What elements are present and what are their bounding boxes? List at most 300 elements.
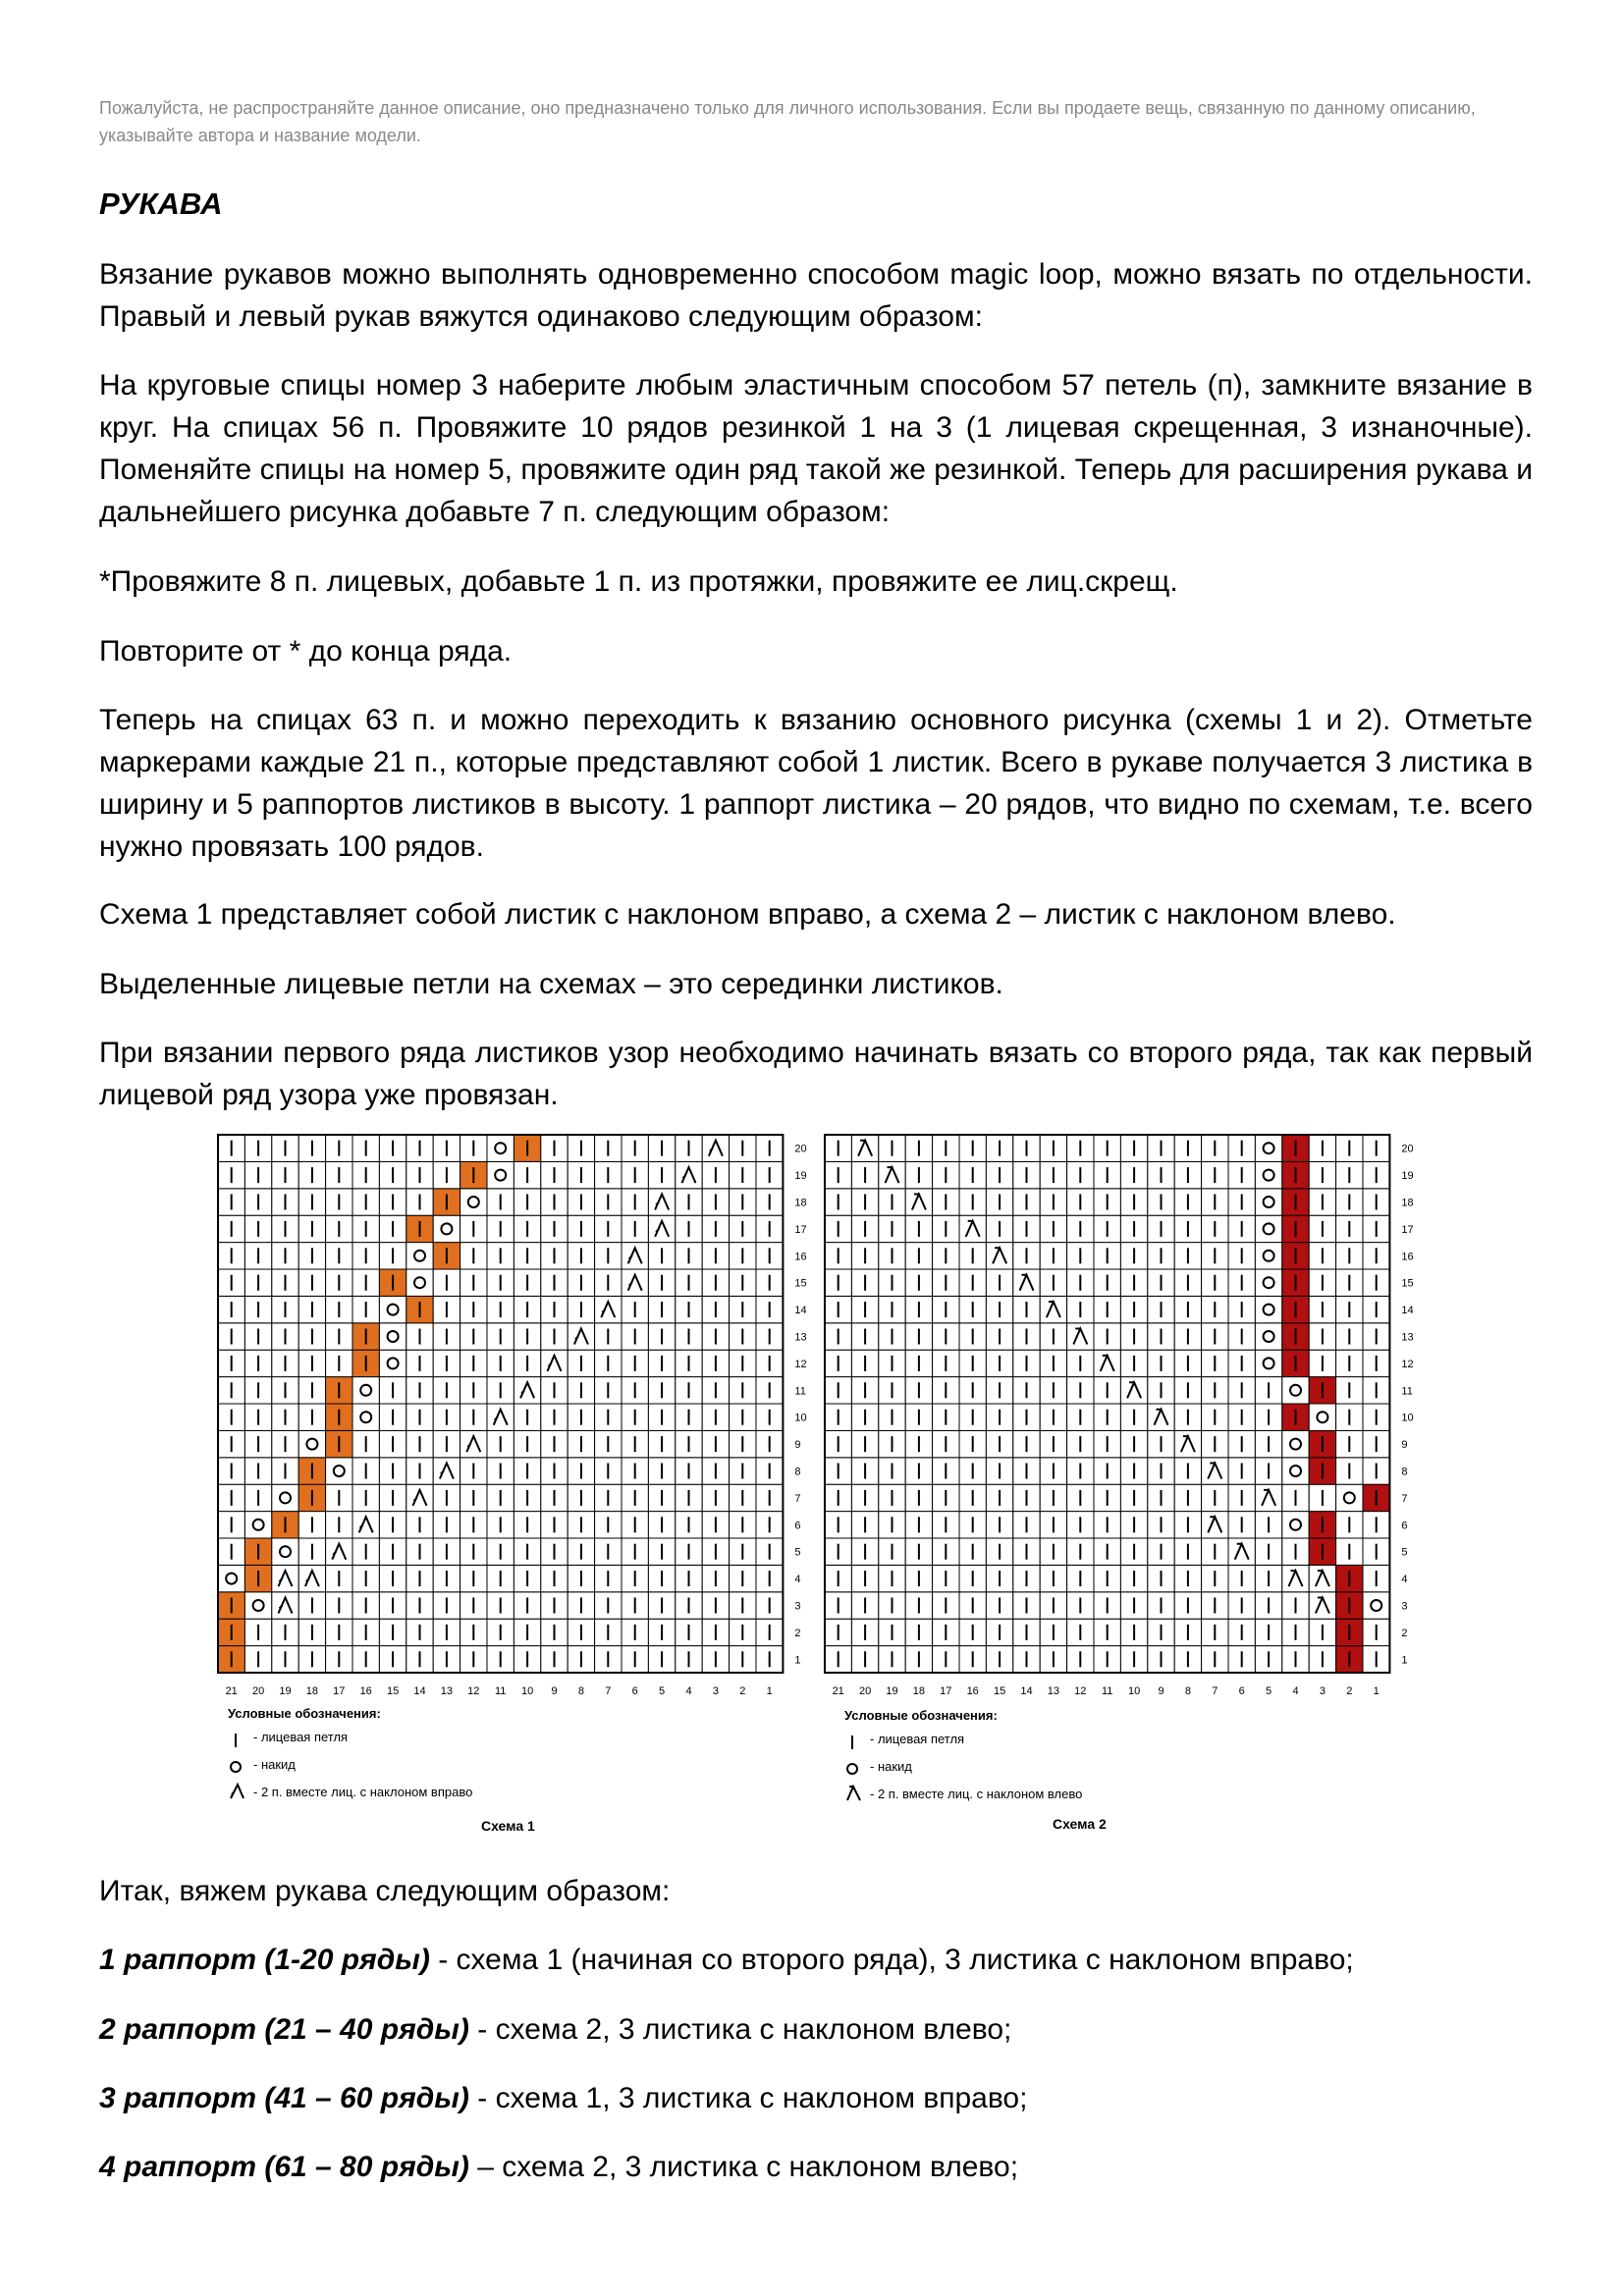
chart-cell	[1040, 1243, 1066, 1269]
legend-symbols	[846, 1732, 866, 1810]
chart-cell	[905, 1646, 932, 1673]
chart-cell	[1120, 1323, 1147, 1350]
chart-cell	[487, 1565, 514, 1591]
chart-cell	[1228, 1404, 1255, 1430]
chart-cell	[460, 1323, 487, 1350]
chart-cell	[326, 1243, 352, 1269]
chart-cell	[433, 1323, 460, 1350]
cell-box	[1255, 1243, 1281, 1269]
chart-cell	[514, 1565, 540, 1591]
chart-cell	[851, 1512, 878, 1538]
chart-cell	[1148, 1512, 1174, 1538]
chart-cell	[648, 1565, 675, 1591]
chart-cell	[379, 1484, 406, 1511]
chart-cell	[1363, 1646, 1389, 1673]
chart-cell	[1148, 1404, 1174, 1430]
chart-cell	[702, 1323, 729, 1350]
chart-cell	[487, 1619, 514, 1645]
chart-cell	[244, 1430, 271, 1457]
chart-scheme-1	[214, 1131, 813, 1847]
chart-cell	[825, 1296, 851, 1322]
chart-cell	[676, 1404, 702, 1430]
chart-cell	[933, 1269, 959, 1296]
chart-cell	[406, 1565, 433, 1591]
chart-cell	[218, 1189, 244, 1215]
column-label: 7	[605, 1685, 612, 1697]
chart-cell	[514, 1646, 540, 1673]
chart-cell	[1336, 1458, 1363, 1484]
chart-cell	[218, 1538, 244, 1565]
chart-cell	[514, 1243, 540, 1269]
chart-cell	[568, 1538, 594, 1565]
chart-cell	[379, 1404, 406, 1430]
chart-cell	[326, 1215, 352, 1242]
chart-cell	[1013, 1296, 1040, 1322]
cell-box	[1336, 1484, 1363, 1511]
chart-cell	[272, 1269, 298, 1296]
paragraph-5: Теперь на спицах 63 п. и можно переходить к вязанию основного рисунка (схемы 1 и 2). Отметьте маркерами каждые 21 п., которые представляют собой 1 листик. Всего в рукаве получается 3 листика в ширину и 5 раппортов листиков в высоту. 1 раппорт листика – 20 рядов, что видно по схемам, т.е. всего нужно провязать 100 рядов.	[99, 704, 1533, 863]
chart-cell	[272, 1215, 298, 1242]
cell-box	[406, 1243, 433, 1269]
chart-cell	[433, 1243, 460, 1269]
chart-cell	[1013, 1269, 1040, 1296]
chart-cell	[298, 1458, 325, 1484]
chart-cell	[244, 1215, 271, 1242]
chart-cell	[1309, 1323, 1335, 1350]
column-label: 19	[886, 1685, 898, 1697]
cell-box	[1255, 1350, 1281, 1376]
chart-cell	[460, 1215, 487, 1242]
chart-cell	[1309, 1296, 1335, 1322]
chart-cell	[825, 1350, 851, 1376]
chart-cell	[879, 1243, 905, 1269]
chart-cell	[1174, 1646, 1201, 1673]
chart-cell	[986, 1215, 1012, 1242]
chart-cell	[702, 1243, 729, 1269]
chart-cell	[730, 1269, 756, 1296]
chart-cell	[218, 1484, 244, 1511]
chart-cell	[1040, 1350, 1066, 1376]
chart-cell	[1148, 1350, 1174, 1376]
row-label: 6	[1401, 1520, 1408, 1532]
chart-cell	[1336, 1404, 1363, 1430]
chart-cell	[433, 1430, 460, 1457]
chart-cell	[1174, 1430, 1201, 1457]
chart-cell	[756, 1323, 783, 1350]
chart-cell	[986, 1350, 1012, 1376]
chart-cell	[1363, 1323, 1389, 1350]
chart-cell	[1363, 1619, 1389, 1645]
rapport-3-text: - схема 1, 3 листика с наклоном вправо;	[468, 2082, 1028, 2114]
chart-cell	[1282, 1243, 1309, 1269]
chart-cell	[460, 1135, 487, 1161]
chart-cell	[756, 1161, 783, 1188]
chart-cell	[1040, 1215, 1066, 1242]
row-label: 9	[1401, 1439, 1408, 1452]
chart-cell	[568, 1512, 594, 1538]
chart-cell	[1094, 1135, 1120, 1161]
chart-cell	[460, 1161, 487, 1188]
cell-box	[272, 1484, 298, 1511]
cell-box	[244, 1512, 271, 1538]
chart-cell	[1067, 1404, 1094, 1430]
chart-cell	[825, 1592, 851, 1619]
chart-cell	[568, 1269, 594, 1296]
chart-cell	[905, 1430, 932, 1457]
chart-cell	[568, 1484, 594, 1511]
row-label: 8	[794, 1466, 801, 1478]
chart-cell	[433, 1538, 460, 1565]
chart-cell	[218, 1646, 244, 1673]
chart-cell	[541, 1377, 568, 1404]
chart-cell	[487, 1377, 514, 1404]
chart-cell	[379, 1619, 406, 1645]
chart-cell	[568, 1323, 594, 1350]
chart-cell	[568, 1592, 594, 1619]
chart-cell	[379, 1430, 406, 1457]
chart-cell	[1363, 1592, 1389, 1619]
chart-cell	[1228, 1646, 1255, 1673]
chart-cell	[595, 1296, 622, 1322]
chart-cell	[1040, 1565, 1066, 1591]
chart-cell	[218, 1350, 244, 1376]
chart-cell	[406, 1243, 433, 1269]
cell-box	[326, 1458, 352, 1484]
chart-cell	[1202, 1404, 1228, 1430]
chart-cell	[1202, 1350, 1228, 1376]
chart-cell	[244, 1404, 271, 1430]
chart-cell	[622, 1592, 648, 1619]
chart-cell	[1282, 1161, 1309, 1188]
row-label: 14	[1401, 1305, 1414, 1317]
chart-cell	[1255, 1243, 1281, 1269]
chart-cell	[1094, 1377, 1120, 1404]
chart-cell	[244, 1646, 271, 1673]
chart-cell	[676, 1350, 702, 1376]
cell-box	[379, 1323, 406, 1350]
chart-cell	[541, 1484, 568, 1511]
chart-cell	[1282, 1189, 1309, 1215]
chart-cell	[1174, 1458, 1201, 1484]
row-label: 2	[794, 1627, 801, 1639]
chart-cell	[1336, 1377, 1363, 1404]
chart-cell	[352, 1538, 379, 1565]
chart-scheme-2	[821, 1131, 1420, 1847]
chart-cell	[298, 1296, 325, 1322]
chart-cell	[1309, 1592, 1335, 1619]
chart-cell	[702, 1592, 729, 1619]
chart-cell	[676, 1458, 702, 1484]
column-label: 17	[333, 1685, 346, 1697]
chart-cell	[1120, 1484, 1147, 1511]
chart-cell	[1228, 1243, 1255, 1269]
rapport-1	[99, 1939, 1533, 1981]
chart-cell	[1255, 1161, 1281, 1188]
cell-box	[1255, 1323, 1281, 1350]
chart-cell	[1040, 1430, 1066, 1457]
column-label: 14	[1020, 1685, 1033, 1697]
chart-cell	[1174, 1215, 1201, 1242]
column-label: 3	[712, 1685, 719, 1697]
chart-cell	[326, 1619, 352, 1645]
chart-cell	[986, 1484, 1012, 1511]
chart-cell	[460, 1484, 487, 1511]
chart-cell	[622, 1189, 648, 1215]
chart-cell	[648, 1484, 675, 1511]
chart-cell	[702, 1458, 729, 1484]
chart-cell	[460, 1269, 487, 1296]
chart-cell	[272, 1646, 298, 1673]
chart-cell	[272, 1619, 298, 1645]
chart-cell	[541, 1619, 568, 1645]
chart-cell	[1228, 1296, 1255, 1322]
row-label: 11	[794, 1385, 806, 1398]
chart-cell	[433, 1646, 460, 1673]
column-label: 13	[1047, 1685, 1060, 1697]
chart-cell	[622, 1161, 648, 1188]
copyright-notice: Пожалуйста, не распространяйте данное описание, оно предназначено только для личного использования. Если вы продаете вещь, связанную по данному описанию, указывайте автора и название модели.	[99, 98, 1476, 145]
chart-cell	[1067, 1458, 1094, 1484]
column-label: 19	[279, 1685, 292, 1697]
chart-cell	[1309, 1458, 1335, 1484]
chart-cell	[1202, 1619, 1228, 1645]
chart-cell	[1309, 1377, 1335, 1404]
chart-cell	[756, 1619, 783, 1645]
chart-cell	[244, 1512, 271, 1538]
chart-cell	[1067, 1296, 1094, 1322]
cell-box	[1255, 1269, 1281, 1296]
chart-cell	[905, 1215, 932, 1242]
chart-cell	[1174, 1619, 1201, 1645]
chart-cell	[1174, 1189, 1201, 1215]
chart-cell	[379, 1538, 406, 1565]
chart-cell	[851, 1323, 878, 1350]
row-label: 8	[1401, 1466, 1408, 1478]
legend-yo: - накид	[870, 1759, 912, 1774]
chart-cell	[541, 1161, 568, 1188]
chart-cell	[1363, 1161, 1389, 1188]
chart-cell	[1202, 1189, 1228, 1215]
cell-box	[1282, 1458, 1309, 1484]
chart-cell	[244, 1189, 271, 1215]
chart-cell	[272, 1135, 298, 1161]
chart-cell	[379, 1512, 406, 1538]
chart-cell	[1094, 1512, 1120, 1538]
chart-cell	[905, 1350, 932, 1376]
chart-cell	[933, 1296, 959, 1322]
row-label: 18	[1401, 1197, 1414, 1209]
chart-cell	[1120, 1646, 1147, 1673]
chart-cell	[1094, 1296, 1120, 1322]
chart-cell	[702, 1296, 729, 1322]
chart-cell	[622, 1404, 648, 1430]
chart-cell	[326, 1189, 352, 1215]
chart-cell	[487, 1215, 514, 1242]
chart-cell	[352, 1243, 379, 1269]
chart-cell	[1120, 1592, 1147, 1619]
chart-cell	[959, 1592, 986, 1619]
chart-cell	[1202, 1269, 1228, 1296]
ssk-icon	[847, 1787, 860, 1800]
chart-cell	[676, 1269, 702, 1296]
chart-cell	[676, 1189, 702, 1215]
chart-cell	[648, 1296, 675, 1322]
chart-cell	[379, 1458, 406, 1484]
chart-cell	[1255, 1512, 1281, 1538]
chart-cell	[1094, 1646, 1120, 1673]
chart-2-grid	[821, 1131, 1420, 1700]
chart-cell	[959, 1430, 986, 1457]
chart-cell	[595, 1377, 622, 1404]
chart-cell	[622, 1646, 648, 1673]
chart-cell	[379, 1646, 406, 1673]
chart-cell	[1120, 1215, 1147, 1242]
column-label: 21	[832, 1685, 844, 1697]
chart-cell	[595, 1512, 622, 1538]
chart-cell	[460, 1592, 487, 1619]
chart-cell	[756, 1404, 783, 1430]
chart-cell	[825, 1323, 851, 1350]
chart-cell	[272, 1484, 298, 1511]
chart-cell	[487, 1646, 514, 1673]
chart-cell	[879, 1430, 905, 1457]
chart-cell	[879, 1458, 905, 1484]
chart-cell	[879, 1350, 905, 1376]
chart-cell	[1120, 1243, 1147, 1269]
chart-cell	[1255, 1135, 1281, 1161]
chart-cell	[1336, 1646, 1363, 1673]
chart-cell	[648, 1189, 675, 1215]
chart-cell	[1309, 1189, 1335, 1215]
chart-cell	[379, 1161, 406, 1188]
chart-cell	[730, 1296, 756, 1322]
chart-cell	[218, 1323, 244, 1350]
chart-cell	[676, 1161, 702, 1188]
chart-cell	[622, 1619, 648, 1645]
chart-cell	[244, 1619, 271, 1645]
chart-cell	[1336, 1215, 1363, 1242]
chart-cell	[1094, 1458, 1120, 1484]
column-label: 2	[1346, 1685, 1353, 1697]
chart-cell	[541, 1565, 568, 1591]
chart-cell	[933, 1350, 959, 1376]
chart-cell	[879, 1619, 905, 1645]
chart-cell	[487, 1296, 514, 1322]
chart-cell	[676, 1565, 702, 1591]
chart-cell	[218, 1430, 244, 1457]
chart-cell	[272, 1189, 298, 1215]
chart-cell	[730, 1484, 756, 1511]
chart-cell	[959, 1189, 986, 1215]
chart-cell	[568, 1565, 594, 1591]
chart-cell	[648, 1135, 675, 1161]
chart-cell	[326, 1377, 352, 1404]
chart-cell	[406, 1161, 433, 1188]
chart-cell	[1094, 1323, 1120, 1350]
chart-cell	[1309, 1161, 1335, 1188]
chart-cell	[756, 1135, 783, 1161]
chart-cell	[730, 1377, 756, 1404]
chart-cell	[1174, 1296, 1201, 1322]
chart-cell	[406, 1269, 433, 1296]
chart-cell	[352, 1404, 379, 1430]
legend-ssk: - 2 п. вместе лиц. с наклоном влево	[870, 1787, 1083, 1801]
chart-cell	[298, 1646, 325, 1673]
chart-cell	[622, 1269, 648, 1296]
rapport-3	[99, 2077, 1533, 2119]
chart-cell	[1282, 1538, 1309, 1565]
chart-cell	[433, 1458, 460, 1484]
chart-cell	[1013, 1189, 1040, 1215]
chart-cell	[326, 1646, 352, 1673]
chart-cell	[568, 1215, 594, 1242]
chart-cell	[595, 1135, 622, 1161]
chart-cell	[1013, 1592, 1040, 1619]
chart-cell	[825, 1135, 851, 1161]
chart-cell	[1255, 1189, 1281, 1215]
chart-cell	[514, 1215, 540, 1242]
chart-cell	[986, 1512, 1012, 1538]
chart-cell	[1013, 1646, 1040, 1673]
chart-cell	[756, 1430, 783, 1457]
cell-box	[1282, 1377, 1309, 1404]
chart-cell	[352, 1484, 379, 1511]
column-label: 2	[739, 1685, 746, 1697]
chart-cell	[514, 1512, 540, 1538]
chart-cell	[1067, 1135, 1094, 1161]
chart-cell	[1336, 1269, 1363, 1296]
chart-cell	[298, 1269, 325, 1296]
chart-cell	[1094, 1430, 1120, 1457]
chart-cell	[622, 1512, 648, 1538]
chart-cell	[1120, 1619, 1147, 1645]
chart-cell	[959, 1538, 986, 1565]
chart-cell	[406, 1619, 433, 1645]
chart-cell	[730, 1323, 756, 1350]
chart-cell	[1040, 1377, 1066, 1404]
chart-cell	[514, 1189, 540, 1215]
row-label: 4	[1401, 1574, 1408, 1586]
chart-cell	[1013, 1243, 1040, 1269]
rapport-4-text: – схема 2, 3 листика с наклоном влево;	[468, 2151, 1019, 2183]
chart-cell	[487, 1161, 514, 1188]
chart-cell	[514, 1377, 540, 1404]
chart-cell	[851, 1538, 878, 1565]
chart-cell	[1228, 1619, 1255, 1645]
chart-cell	[1363, 1512, 1389, 1538]
chart-cell	[959, 1484, 986, 1511]
chart-cell	[1040, 1592, 1066, 1619]
chart-cell	[298, 1323, 325, 1350]
chart-cell	[1120, 1430, 1147, 1457]
chart-cell	[406, 1592, 433, 1619]
chart-cell	[352, 1323, 379, 1350]
chart-cell	[1094, 1215, 1120, 1242]
chart-cell	[460, 1189, 487, 1215]
column-label: 9	[1158, 1685, 1164, 1697]
chart-cell	[851, 1458, 878, 1484]
chart-cell	[218, 1215, 244, 1242]
chart-cell	[1040, 1269, 1066, 1296]
chart-cell	[756, 1350, 783, 1376]
row-label: 12	[794, 1358, 807, 1370]
chart-cell	[1228, 1512, 1255, 1538]
paragraph-6: Схема 1 представляет собой листик с наклоном вправо, а схема 2 – листик с наклоном влево.	[99, 898, 1396, 931]
chart-cell	[298, 1377, 325, 1404]
chart-cell	[541, 1458, 568, 1484]
chart-cell	[487, 1350, 514, 1376]
chart-cell	[933, 1215, 959, 1242]
